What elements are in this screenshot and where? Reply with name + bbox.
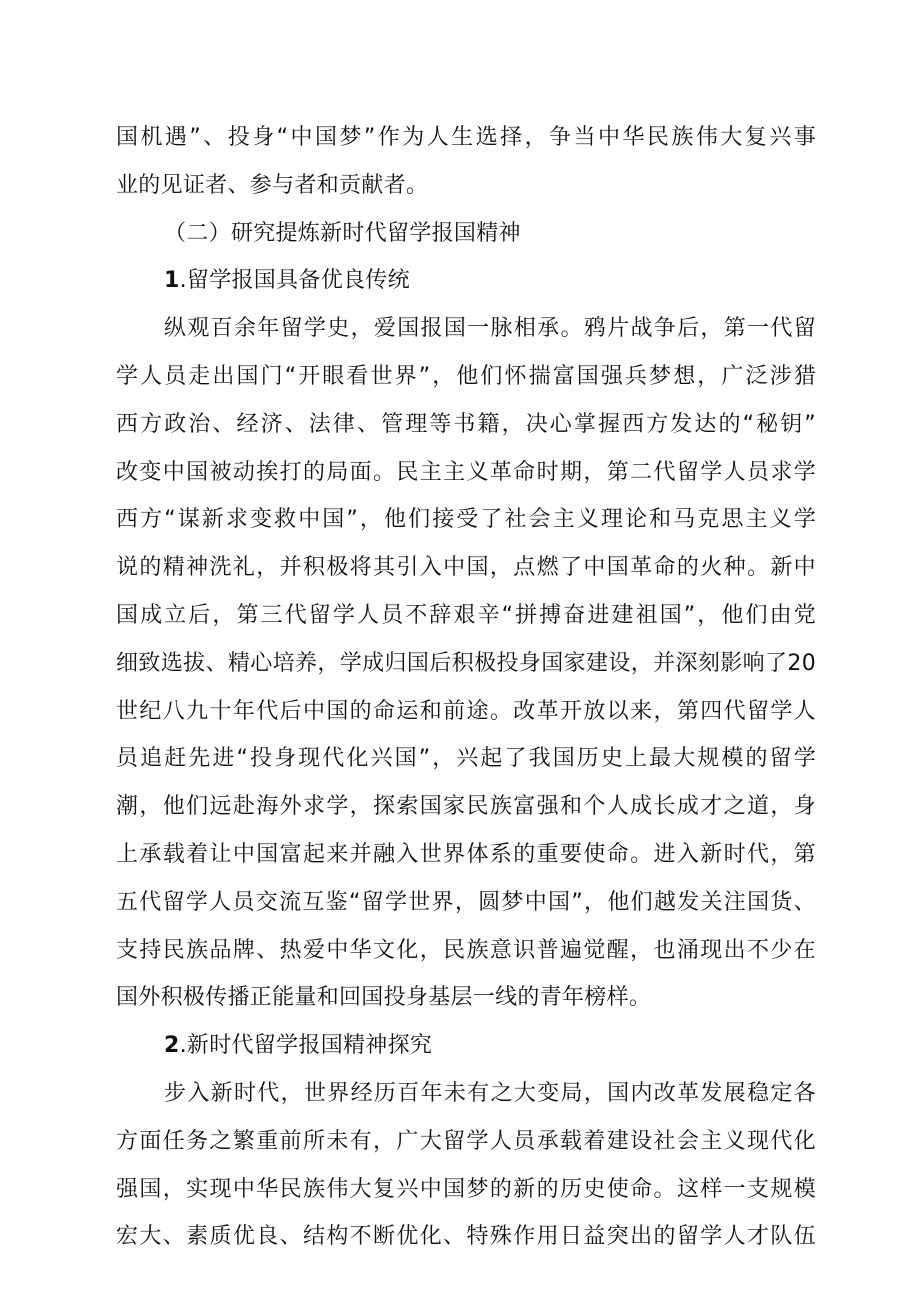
text-line: 西方政治、经济、法律、管理等书籍，决心掌握西方发达的“秘钥” [116,411,816,437]
text-line: 西方“谋新求变救中国”，他们接受了社会主义理论和马克思主义学 [116,507,816,533]
subheading-text: .留学报国具备优良传统 [179,268,410,294]
text-line: 步入新时代，世界经历百年未有之大变局，国内改革发展稳定各 [164,1080,816,1106]
text-line: 国成立后，第三代留学人员不辞艰辛“拼搏奋进建祖国”，他们由党 [116,602,816,628]
subheading-text: .新时代留学报国精神探究 [179,1033,433,1059]
text-line: 方面任务之繁重前所未有，广大留学人员承载着建设社会主义现代化 [116,1128,816,1154]
document-body [116,114,816,1261]
subheading-number: 1 [164,268,180,294]
text-line: 上承载着让中国富起来并融入世界体系的重要使命。进入新时代，第 [116,841,816,867]
text-line: 改变中国被动挨打的局面。民主主义革命时期，第二代留学人员求学 [116,459,816,485]
text-line: 细致选拔、精心培养，学成归国后积极投身国家建设，并深刻影响了20 [116,650,816,676]
text-line: 说的精神洗礼，并积极将其引入中国，点燃了中国革命的火种。新中 [116,555,816,581]
text-line: 国机遇”、投身“中国梦”作为人生选择，争当中华民族伟大复兴事 [116,125,816,150]
text-line: 国外积极传播正能量和回国投身基层一线的青年榜样。 [116,985,652,1011]
subheading-2 [116,1022,816,1070]
text-line: 宏大、素质优良、结构不断优化、特殊作用日益突出的留学人才队伍 [116,1224,816,1250]
text-line: 世纪八九十年代后中国的命运和前途。改革开放以来，第四代留学人 [116,698,816,724]
subheading-number: 2 [164,1033,180,1059]
text-line: 员追赶先进“投身现代化兴国”，兴起了我国历史上最大规模的留学 [116,746,816,772]
subheading-1 [116,257,816,305]
section-heading: （二）研究提炼新时代留学报国精神 [164,220,521,246]
text-line: 支持民族品牌、热爱中华文化，民族意识普遍觉醒，也涌现出不少在 [116,937,816,963]
text-line: 纵观百余年留学史，爱国报国一脉相承。鸦片战争后，第一代留 [164,316,816,342]
text-line: 强国，实现中华民族伟大复兴中国梦的新的历史使命。这样一支规模 [116,1176,816,1202]
text-line: 学人员走出国门“开眼看世界”，他们怀揣富国强兵梦想，广泛涉猎 [116,363,816,389]
text-line: 五代留学人员交流互鉴“留学世界，圆梦中国”，他们越发关注国货、 [116,889,816,915]
text-line: 业的见证者、参与者和贡献者。 [116,172,429,198]
text-line: 潮，他们远赴海外求学，探索国家民族富强和个人成长成才之道，身 [116,794,816,820]
